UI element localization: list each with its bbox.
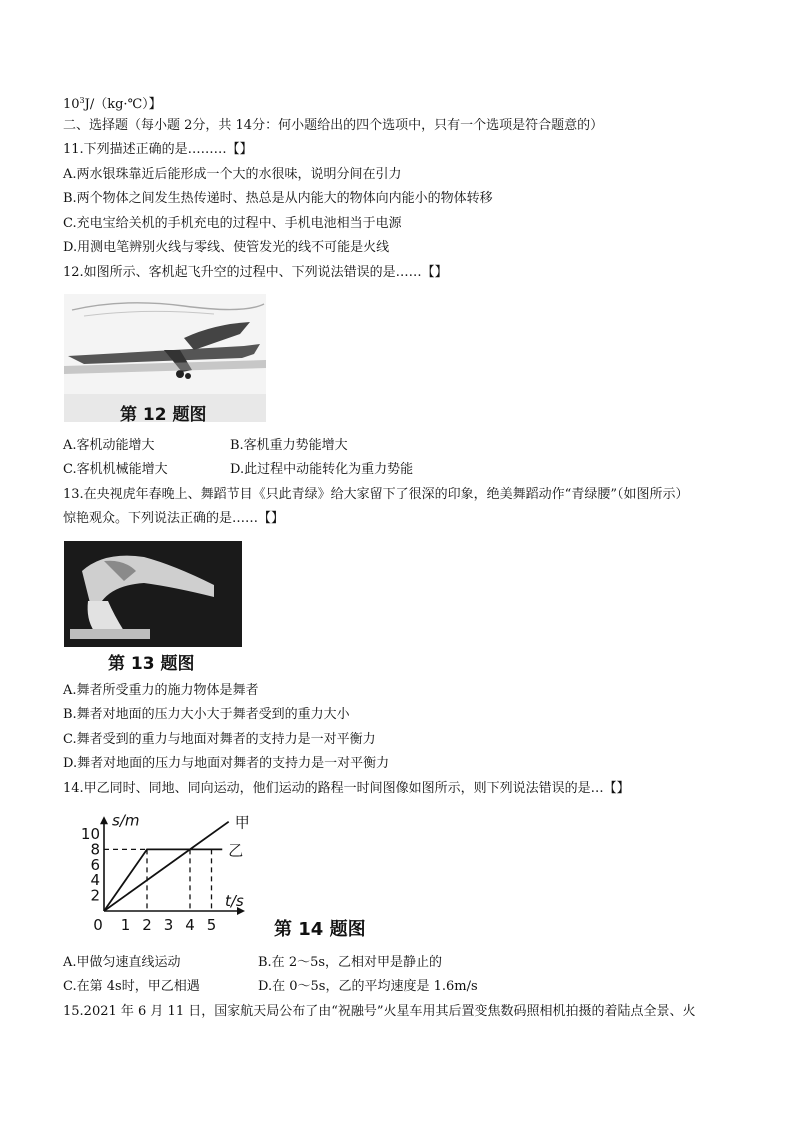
- question-13-option-c: C.舞者受到的重力与地面对舞者的支持力是一对平衡力: [63, 732, 376, 747]
- figure-14-caption: 第 14 题图: [274, 919, 366, 940]
- x-tick-label: 2: [142, 916, 152, 934]
- y-tick-label: 4: [90, 871, 100, 890]
- question-12-option-d: D.此过程中动能转化为重力势能: [230, 462, 414, 477]
- question-11-option-a: A.两水银珠靠近后能形成一个大的水很味，说明分间在引力: [63, 167, 402, 182]
- question-14-stem: 14.甲乙同时、同地、同向运动，他们运动的路程一时间图像如图所示，则下列说法错误的是…【】: [63, 781, 630, 796]
- figure-12-caption: 第 12 题图: [120, 405, 207, 425]
- question-12-option-a: A.客机动能增大: [63, 438, 155, 453]
- question-13-option-d: D.舞者对地面的压力与地面对舞者的支持力是一对平衡力: [63, 756, 390, 771]
- x-tick-label: 5: [206, 916, 217, 934]
- figure-13-caption: 第 13 题图: [108, 654, 195, 674]
- x-tick-label: 4: [185, 916, 195, 934]
- question-13-option-a: A.舞者所受重力的施力物体是舞者: [63, 683, 259, 698]
- question-14-option-a: A.甲做匀速直线运动: [63, 955, 181, 970]
- series-label-yi: 乙: [228, 841, 244, 860]
- y-axis-arrow: [100, 816, 108, 824]
- figure-13-photo: [64, 541, 242, 647]
- header-fragment: $10^3J/(kg\cdot℃)$】: [63, 96, 162, 112]
- question-11-option-b: B.两个物体之间发生热传递时、热总是从内能大的物体向内能小的物体转移: [63, 191, 493, 206]
- question-14-option-d: D.在 0～5s，乙的平均速度是 1.6m/s: [258, 979, 478, 994]
- question-11-option-d: D.用测电笔辨别火线与零线、使管发光的线不可能是火线: [63, 240, 390, 255]
- x-tick-label: 1: [120, 916, 131, 934]
- question-11-stem: 11.下列描述正确的是………【】: [63, 142, 253, 157]
- x-tick-label: 0: [93, 916, 103, 934]
- distance-time-chart: [64, 805, 390, 945]
- question-15-stem: 15.2021 年 6 月 11 日，国家航天局公布了由“祝融号”火星车用其后置变焦数码照相机拍摄的着陆点全景、火: [63, 1004, 696, 1019]
- x-axis-label: t/s: [225, 892, 244, 910]
- figure-14-chart: [64, 805, 390, 945]
- y-axis-label: s/m: [112, 811, 140, 830]
- question-13-stem-line2: 惊艳观众。下列说法正确的是……【】: [63, 511, 285, 526]
- y-tick-label: 10: [80, 825, 100, 843]
- series-line-jia: [104, 822, 229, 911]
- question-13-stem-line1: 13.在央视虎年春晚上、舞蹈节目《只此青绿》给大家留下了很深的印象，绝美舞蹈动作“青绿腰”（如图所示）: [63, 487, 689, 502]
- question-12-stem: 12.如图所示、客机起飞升空的过程中、下列说法错误的是……【】: [63, 265, 448, 280]
- section-title: 二、选择题（每小题 2分，共 14分：何小题给出的四个选项中，只有一个选项是符合题意的）: [63, 118, 604, 133]
- y-tick-label: 2: [90, 886, 100, 905]
- question-11-option-c: C.充电宝给关机的手机充电的过程中、手机电池相当于电源: [63, 216, 402, 231]
- question-12-option-c: C.客机机械能增大: [63, 462, 168, 477]
- series-line-yi: [104, 849, 222, 911]
- question-14-option-c: C.在第 4s时，甲乙相遇: [63, 979, 200, 994]
- series-label-jia: 甲: [234, 813, 250, 832]
- y-tick-label: 6: [90, 855, 100, 874]
- question-14-option-b: B.在 2～5s，乙相对甲是静止的: [258, 955, 443, 970]
- y-tick-label: 8: [90, 840, 100, 859]
- question-12-option-b: B.客机重力势能增大: [230, 438, 348, 453]
- dancer-illustration: [64, 541, 242, 647]
- x-tick-label: 3: [163, 916, 174, 934]
- question-13-option-b: B.舞者对地面的压力大小大于舞者受到的重力大小: [63, 707, 350, 722]
